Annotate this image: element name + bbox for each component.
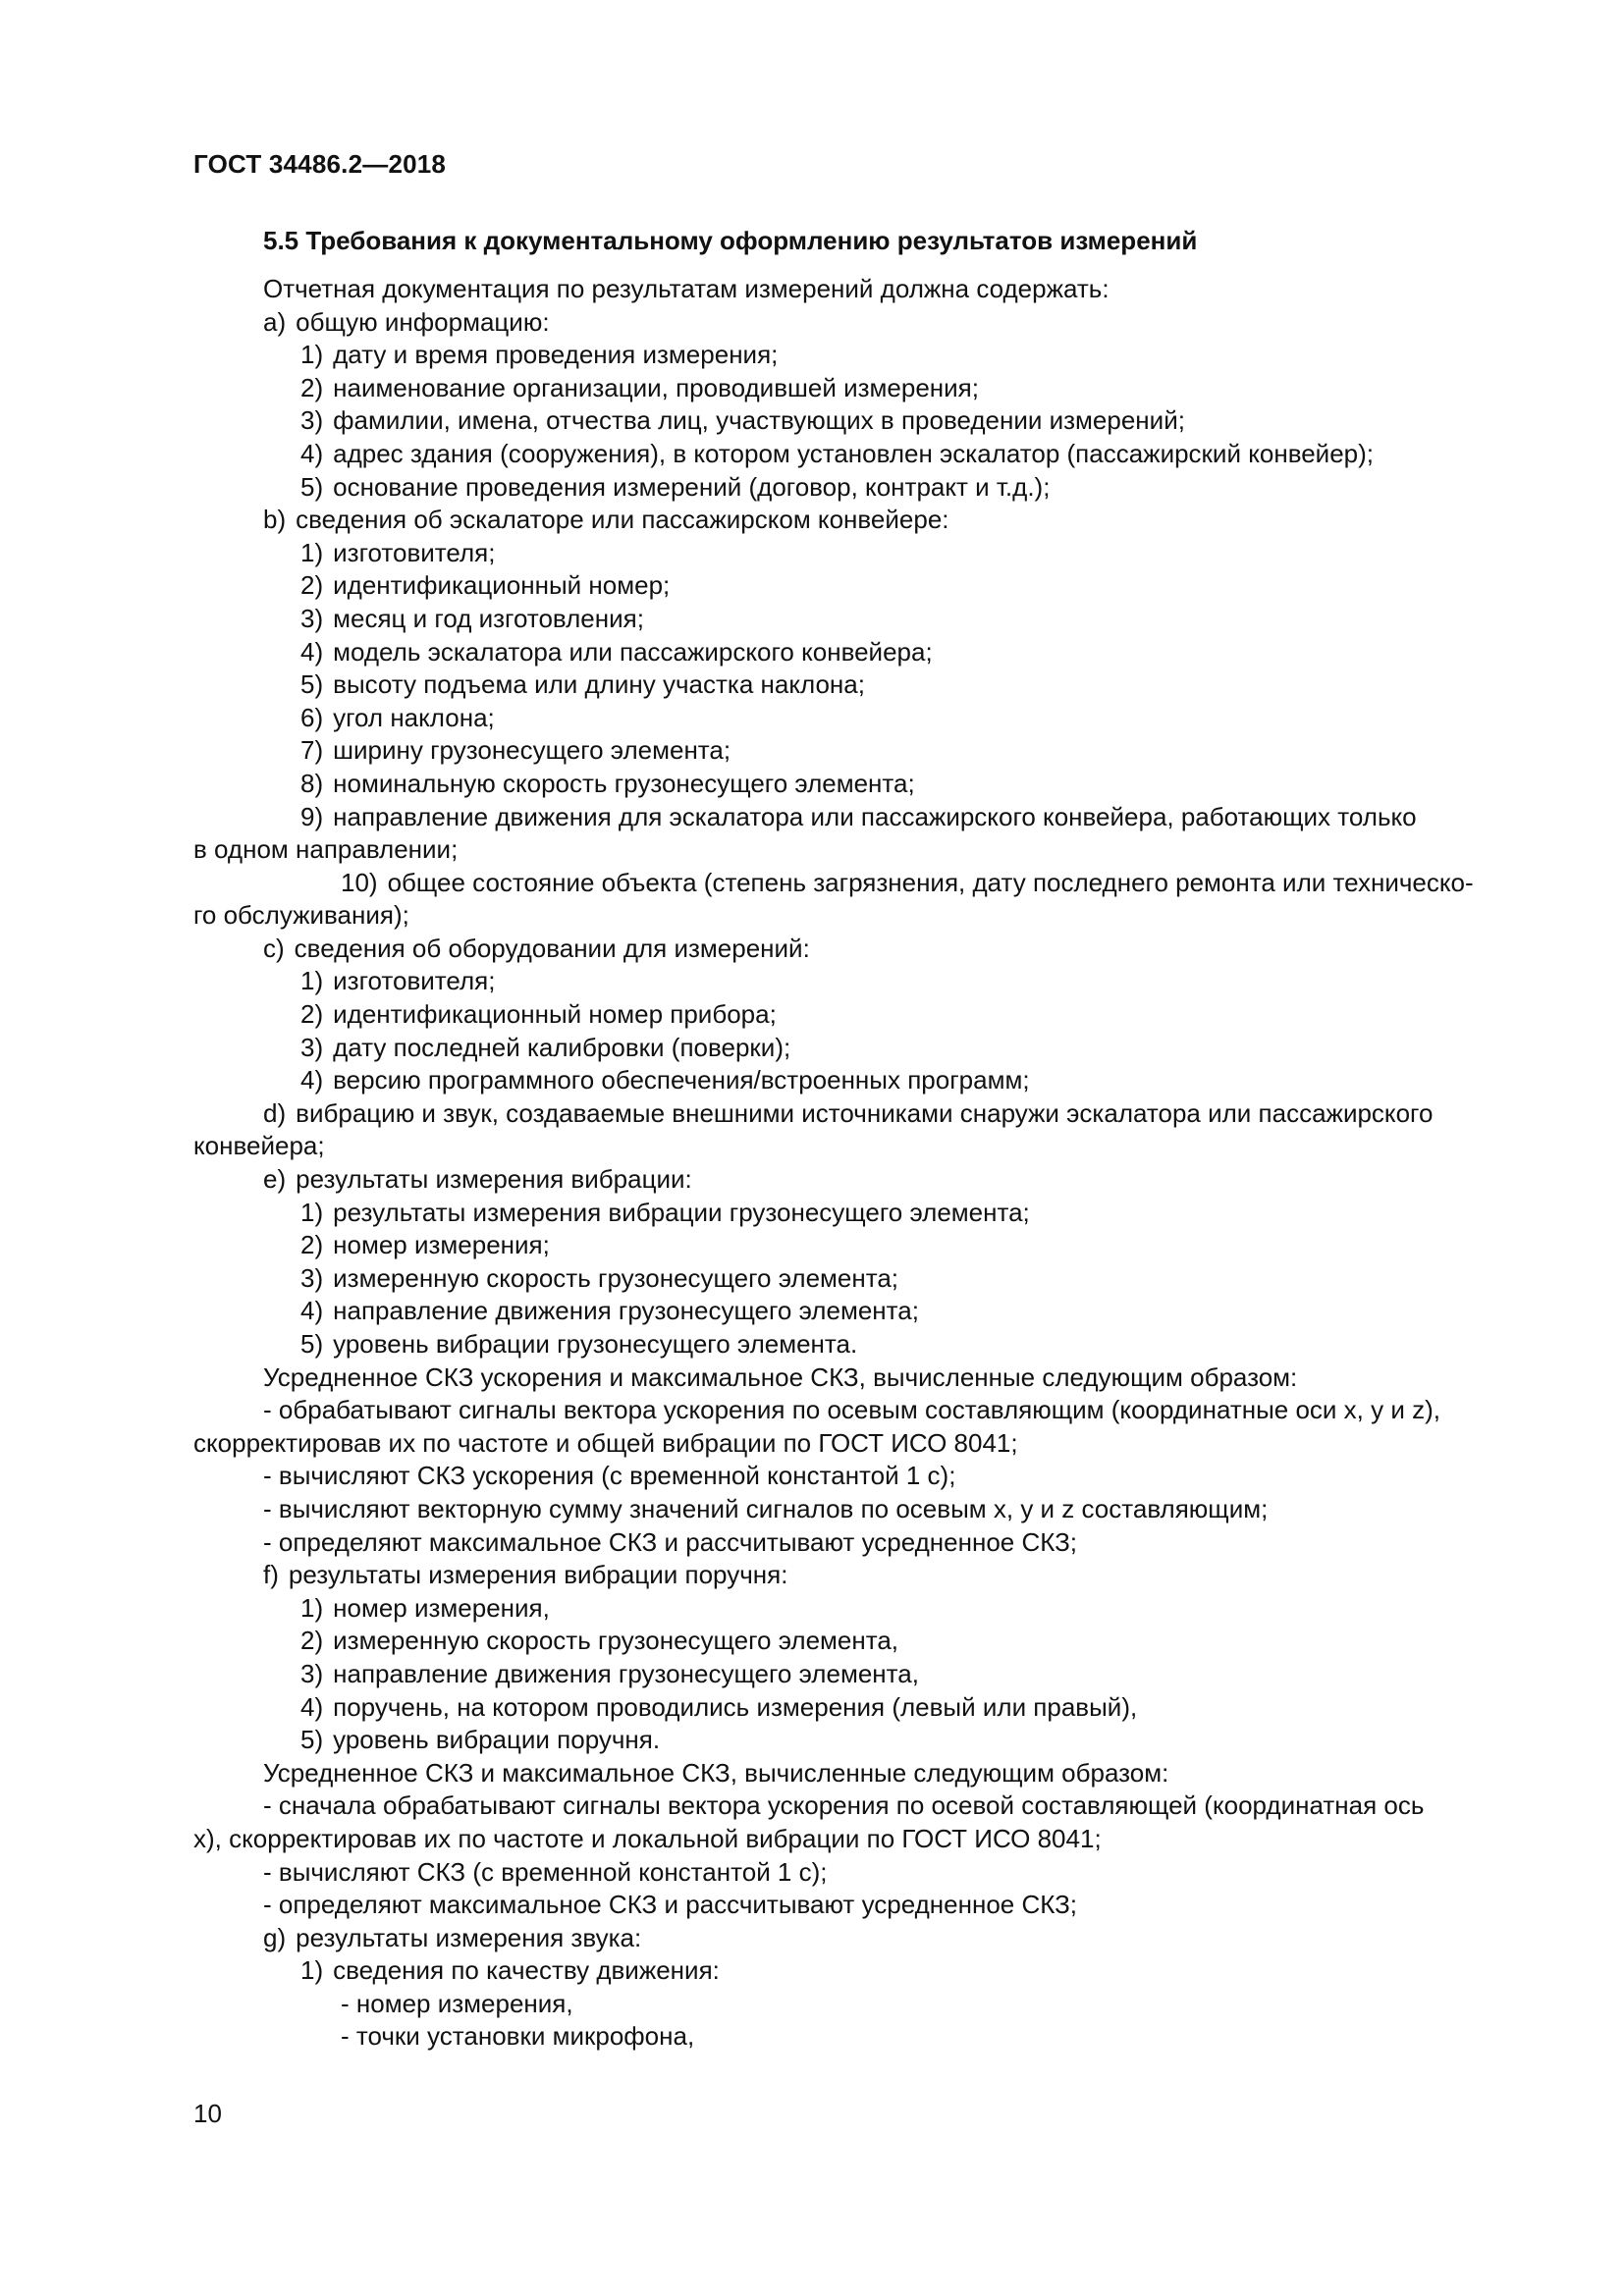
line-text: поручень, на котором проводились измерения (левый или правый),	[333, 1691, 1138, 1722]
text-line	[193, 2020, 1529, 2054]
line-text: дату и время проведения измерения;	[333, 340, 779, 370]
text-line	[193, 1032, 1529, 1065]
list-label: 1)	[300, 537, 324, 567]
line-text: результаты измерения вибрации грузонесущего элемента;	[333, 1197, 1030, 1227]
list-label: 2)	[300, 372, 324, 402]
line-text: адрес здания (сооружения), в котором установлен эскалатор (пассажирский конвейер);	[333, 438, 1374, 468]
text-line	[193, 702, 1529, 735]
text-line	[193, 899, 1529, 933]
text-line	[193, 1229, 1529, 1262]
list-label: b)	[263, 505, 287, 535]
text-line	[193, 965, 1529, 998]
line-text: номер измерения,	[333, 1592, 550, 1623]
line-text: - обрабатывают сигналы вектора ускорения по осевым составляющим (координатные оси x, y и z),	[263, 1395, 1440, 1425]
text-line	[193, 801, 1529, 834]
list-label: a)	[263, 306, 287, 337]
line-text: сведения об эскалаторе или пассажирском конвейере:	[296, 505, 949, 535]
line-text: направление движения грузонесущего элемента;	[333, 1296, 919, 1326]
line-text: общее состояние объекта (степень загрязнения, дату последнего ремонта или техническо-	[387, 867, 1474, 897]
line-text: - определяют максимальное СКЗ и рассчитывают усредненное СКЗ;	[263, 1526, 1078, 1557]
page-number: 10	[193, 2099, 222, 2128]
list-label: 4)	[300, 1065, 324, 1095]
line-text: уровень вибрации грузонесущего элемента.	[333, 1329, 858, 1359]
text-line	[193, 998, 1529, 1032]
line-text: конвейера;	[193, 1131, 325, 1161]
text-line	[193, 404, 1529, 438]
list-label: 7)	[300, 735, 324, 766]
text-line	[193, 1922, 1529, 1955]
text-line	[193, 537, 1529, 570]
line-text: - точки установки микрофона,	[341, 2021, 695, 2052]
line-text: месяц и год изготовления;	[333, 603, 644, 633]
line-text: модель эскалатора или пассажирского конвейера;	[333, 636, 933, 667]
text-line	[193, 1097, 1529, 1131]
text-line	[193, 1856, 1529, 1890]
text-line	[193, 438, 1529, 471]
text-line	[193, 1328, 1529, 1362]
text-line	[193, 1197, 1529, 1230]
section-title: 5.5 Требования к документальному оформлению результатов измерений	[263, 226, 1198, 255]
line-text: номинальную скорость грузонесущего элемента;	[333, 768, 915, 798]
text-line	[193, 504, 1529, 537]
text-line	[193, 1295, 1529, 1328]
text-line	[193, 1526, 1529, 1560]
line-text: изготовителя;	[333, 537, 496, 567]
text-line	[193, 1823, 1529, 1856]
text-line	[193, 603, 1529, 636]
line-text: результаты измерения звука:	[296, 1922, 642, 1952]
text-line	[193, 1130, 1529, 1163]
text-line	[193, 833, 1529, 867]
list-label: 6)	[300, 702, 324, 732]
text-line	[193, 1592, 1529, 1626]
line-text: измеренную скорость грузонесущего элемента;	[333, 1262, 899, 1293]
line-text: в одном направлении;	[193, 834, 459, 865]
text-line	[193, 1559, 1529, 1592]
line-text: вибрацию и звук, создаваемые внешними источниками снаружи эскалатора или пассажирского	[296, 1097, 1434, 1128]
list-label: d)	[263, 1097, 287, 1128]
text-line	[193, 1064, 1529, 1097]
line-text: направление движения для эскалатора или пассажирского конвейера, работающих только	[333, 801, 1417, 831]
list-label: 1)	[300, 966, 324, 996]
line-text: основание проведения измерений (договор, контракт и т.д.);	[333, 471, 1051, 502]
list-label: 5)	[300, 471, 324, 502]
text-line	[193, 1262, 1529, 1296]
line-text: наименование организации, проводившей измерения;	[333, 372, 979, 402]
list-label: 4)	[300, 438, 324, 468]
text-line	[193, 1724, 1529, 1757]
text-line	[193, 1427, 1529, 1461]
list-label: 10)	[341, 867, 378, 897]
list-label: 3)	[300, 1262, 324, 1293]
line-text: сведения об оборудовании для измерений:	[294, 933, 810, 963]
text-line	[193, 372, 1529, 405]
line-text: фамилии, имена, отчества лиц, участвующих в проведении измерений;	[333, 405, 1185, 436]
text-line	[193, 867, 1529, 900]
text-line	[193, 339, 1529, 372]
line-text: направление движения грузонесущего элемента,	[333, 1658, 919, 1688]
text-line	[193, 768, 1529, 801]
text-line	[193, 1362, 1529, 1395]
line-text: - сначала обрабатывают сигналы вектора ускорения по осевой составляющей (координатная ось	[263, 1790, 1425, 1821]
line-text: идентификационный номер;	[333, 570, 671, 601]
text-line	[193, 1988, 1529, 2021]
line-text: результаты измерения вибрации поручня:	[288, 1560, 788, 1590]
line-text: изготовителя;	[333, 966, 496, 996]
text-line	[193, 636, 1529, 669]
text-line	[193, 471, 1529, 505]
text-line	[193, 1625, 1529, 1658]
list-label: 3)	[300, 405, 324, 436]
line-text: результаты измерения вибрации:	[296, 1164, 692, 1195]
list-label: 1)	[300, 1592, 324, 1623]
list-label: 2)	[300, 570, 324, 601]
line-text: ширину грузонесущего элемента;	[333, 735, 731, 766]
text-line	[193, 273, 1529, 306]
list-label: 4)	[300, 1691, 324, 1722]
list-label: 2)	[300, 1230, 324, 1260]
list-label: 8)	[300, 768, 324, 798]
line-text: угол наклона;	[333, 702, 495, 732]
list-label: 4)	[300, 636, 324, 667]
list-label: 5)	[300, 1725, 324, 1755]
text-line	[193, 1658, 1529, 1691]
line-text: идентификационный номер прибора;	[333, 999, 777, 1030]
line-text: общую информацию:	[296, 306, 550, 337]
document-code-header: ГОСТ 34486.2—2018	[193, 149, 447, 179]
text-line	[193, 668, 1529, 702]
list-label: 1)	[300, 1955, 324, 1986]
text-line	[193, 1789, 1529, 1823]
text-line	[193, 569, 1529, 603]
text-line	[193, 306, 1529, 340]
list-label: 1)	[300, 340, 324, 370]
text-line	[193, 1394, 1529, 1427]
text-line	[193, 1757, 1529, 1790]
line-text: скорректировав их по частоте и общей вибрации по ГОСТ ИСО 8041;	[193, 1427, 1018, 1458]
section-body	[193, 273, 1529, 2054]
line-text: Усредненное СКЗ и максимальное СКЗ, вычисленные следующим образом:	[263, 1757, 1169, 1788]
line-text: измеренную скорость грузонесущего элемента,	[333, 1626, 899, 1656]
list-label: 2)	[300, 999, 324, 1030]
line-text: высоту подъема или длину участка наклона;	[333, 669, 865, 700]
line-text: уровень вибрации поручня.	[333, 1725, 661, 1755]
line-text: - вычисляют СКЗ ускорения (с временной константой 1 с);	[263, 1461, 956, 1491]
text-line	[193, 1493, 1529, 1526]
line-text: - вычисляют СКЗ (с временной константой 1 с);	[263, 1856, 828, 1887]
line-text: сведения по качеству движения:	[333, 1955, 720, 1986]
list-label: c)	[263, 933, 285, 963]
list-label: f)	[263, 1560, 279, 1590]
list-label: 5)	[300, 1329, 324, 1359]
list-label: 4)	[300, 1296, 324, 1326]
text-line	[193, 1163, 1529, 1197]
list-label: 2)	[300, 1626, 324, 1656]
line-text: - определяют максимальное СКЗ и рассчитывают усредненное СКЗ;	[263, 1890, 1078, 1920]
list-label: 3)	[300, 1032, 324, 1062]
text-line	[193, 734, 1529, 768]
text-line	[193, 1691, 1529, 1725]
line-text: версию программного обеспечения/встроенных программ;	[333, 1065, 1030, 1095]
line-text: Усредненное СКЗ ускорения и максимальное СКЗ, вычисленные следующим образом:	[263, 1362, 1298, 1392]
line-text: - вычисляют векторную сумму значений сигналов по осевым x, y и z составляющим;	[263, 1493, 1269, 1523]
list-label: 9)	[300, 801, 324, 831]
line-text: Отчетная документация по результатам измерений должна содержать:	[263, 274, 1110, 303]
line-text: - номер измерения,	[341, 1988, 573, 2018]
list-label: 1)	[300, 1197, 324, 1227]
line-text: го обслуживания);	[193, 900, 409, 931]
list-label: e)	[263, 1164, 287, 1195]
line-text: дату последней калибровки (поверки);	[333, 1032, 791, 1062]
list-label: 3)	[300, 1658, 324, 1688]
text-line	[193, 1889, 1529, 1922]
list-label: g)	[263, 1922, 287, 1952]
text-line	[193, 933, 1529, 966]
list-label: 3)	[300, 603, 324, 633]
text-line	[193, 1954, 1529, 1988]
list-label: 5)	[300, 669, 324, 700]
line-text: x), скорректировав их по частоте и локальной вибрации по ГОСТ ИСО 8041;	[193, 1823, 1102, 1853]
line-text: номер измерения;	[333, 1230, 550, 1260]
text-line	[193, 1460, 1529, 1493]
